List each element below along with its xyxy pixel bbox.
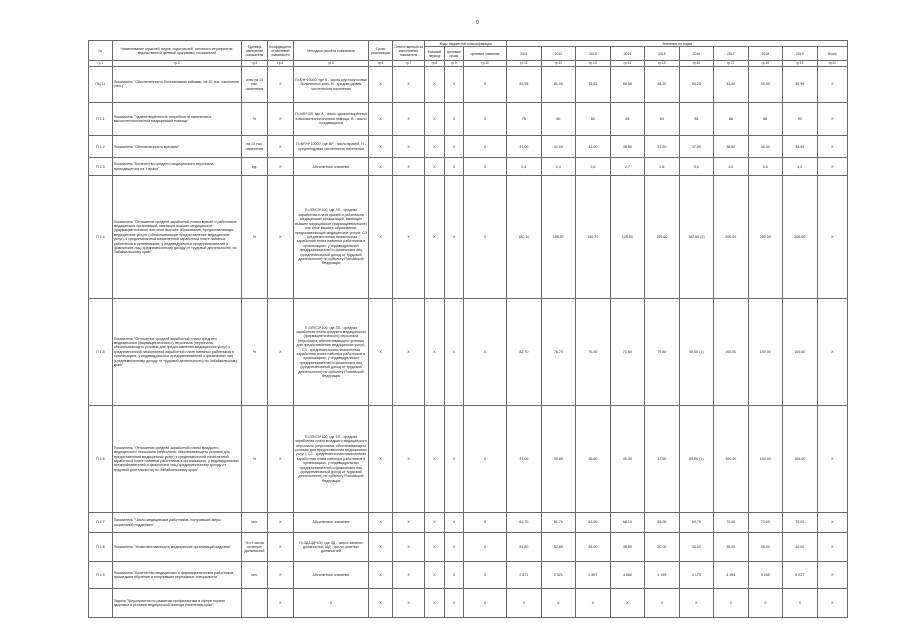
row-year-value: 2,4 [507,158,541,176]
row-code: П 1.8 [89,533,113,562]
row-year-value: 200,00 [783,176,817,299]
row-resp: X [392,588,424,617]
row-resp: X [392,158,424,176]
row-year-value: 100,00 [714,406,748,513]
row-year-value: 159,60 [645,176,679,299]
row-year-value: 79,80 [645,298,679,405]
row-resp: X [392,136,424,158]
row-name: Показатель "Отношение средней заработной платы среднего медицинского (фармацевтического) персонала (персонала, обеспечивающего условия для предоставления медицинских услуг) к среднемесячной начисленной заработной плате наёмных работников в организациях, у индивидуальных предпринимателей и физических лиц (среднемесячному доходу от трудовой деятельности) по Забайкальскому краю" [112,298,241,405]
row-year-value: 30,00 [645,533,679,562]
row-year-value: 76,70 [541,298,575,405]
row-unit: % [242,298,268,405]
row-year-value: 43,60 [714,67,748,103]
row-method: П=ЗП/СЗ*100, где ЗП - средняя заработная плата среднего медицинского (фармацевтического) персонала (персонала, обеспечивающего условия для предоставления медицинских услуг); СЗ - среднемесячная начисленная заработная плата наёмных работников в организациях, у индивидуальных предпринимателей и физических лиц (среднемесячный доход от трудовой деятельности) по субъекту Российской Федерации [293,298,368,405]
row-coef: X [267,513,293,533]
row-year-value: X [748,588,782,617]
row-year-value: 2 897 [576,562,610,589]
row-c10: X [464,562,507,589]
row-year-value: 82,70 [507,298,541,405]
row-total: X [817,513,847,533]
row-c8: X [425,136,444,158]
row-year-value: 180,10 [507,176,541,299]
row-year-value: 69,70 [679,513,713,533]
row-code: П 1.5 [89,298,113,405]
row-year-value: 75 [507,102,541,135]
row-year-value: 42,00 [576,136,610,158]
row-c10: X [464,298,507,405]
row-coef: X [267,176,293,299]
row-total: X [817,136,847,158]
column-number: гр.17 [714,61,748,67]
row-period: X [369,176,393,299]
row-year-value: X [576,588,610,617]
column-number: гр.6 [369,61,393,67]
row-unit: % [242,406,268,513]
row-code: П 1.6 [89,406,113,513]
row-year-value: 86 [714,102,748,135]
row-c8: X [425,513,444,533]
row-year-value: 41,00 [507,136,541,158]
row-year-value: 82 [576,102,610,135]
row-period: X [369,533,393,562]
table-row [89,562,848,589]
row-year-value: 2,7 [610,158,644,176]
column-number: гр.14 [610,61,644,67]
row-resp: X [392,102,424,135]
row-year-value: 4 082 [610,562,644,589]
row-year-value: 182,00 (1) [679,176,713,299]
row-method: П=ЗД/ШД*100, где ЗД - число занятых должностей, ШД - число штатных должностей [293,533,368,562]
row-year-value: 63,50 [576,513,610,533]
row-name: Показатель "Удовлетворённость потребности населения в высокотехнологичной медицинской помощи" [112,102,241,135]
row-year-value: 51,80 [507,533,541,562]
row-c8: X [425,102,444,135]
header-year: 2016 [679,47,713,61]
row-unit: коек на 10 тыс. населения [242,67,268,103]
column-number: гр.20 [817,61,847,67]
row-total: X [817,102,847,135]
row-c9: X [444,533,463,562]
row-method: X [293,588,368,617]
table-row [89,67,848,103]
row-resp: X [392,513,424,533]
row-c10: X [464,136,507,158]
row-year-value: 100,00 [748,298,782,405]
row-year-value: 90,00 (1) [679,298,713,405]
table-body [89,67,848,618]
row-resp: X [392,406,424,513]
row-c8: X [425,158,444,176]
header-coef: Коэффициент отраслевой значимости [267,41,293,61]
row-year-value: 37,00 [507,406,541,513]
row-total: X [817,406,847,513]
row-year-value: 100,00 [783,406,817,513]
header-period2: Целевые сроки [444,47,463,61]
column-number: гр.18 [748,61,782,67]
row-year-value: 38,99 [783,136,817,158]
column-number: гр.10 [464,61,507,67]
row-c10: X [464,102,507,135]
row-year-value: 71,60 [610,298,644,405]
row-year-value: 83,95 [507,67,541,103]
row-year-value: 200,00 [748,176,782,299]
row-c8: X [425,67,444,103]
row-year-value: 159,70 [576,176,610,299]
row-year-value: X [610,588,644,617]
header-year: 2013 [576,47,610,61]
row-code: П 1.2 [89,136,113,158]
row-period: X [369,513,393,533]
row-year-value: 85 [610,102,644,135]
row-c10: X [464,158,507,176]
row-period: X [369,406,393,513]
row-method: П=ЗП/СЗ*100, где ЗП - средняя заработная плата младшего медицинского персонала (персонала, обеспечивающего условия для предоставления медицинских услуг); СЗ - среднемесячная начисленная заработная плата наёмных работников в организациях, у индивидуальных предпринимателей и физических лиц (среднемесячный доход от трудовой деятельности) по субъекту Российской Федерации [293,406,368,513]
row-year-value: 37,20 [645,136,679,158]
table-row [89,533,848,562]
row-coef: X [267,67,293,103]
row-code: П 1.7 [89,513,113,533]
row-year-value: X [783,588,817,617]
row-unit: % [242,176,268,299]
header-unit: Единица измерения показателя [242,41,268,61]
row-c9: X [444,158,463,176]
row-year-value: 65,00 [645,513,679,533]
row-year-value: 47,50 [645,406,679,513]
row-c8: X [425,176,444,299]
row-year-value: 38,60 [714,136,748,158]
row-period: X [369,136,393,158]
column-number: гр.12 [541,61,575,67]
row-unit [242,588,268,617]
column-number: гр.7 [392,61,424,67]
row-unit: чел. [242,513,268,533]
row-year-value: 61,70 [541,513,575,533]
row-year-value: 40,00 [783,533,817,562]
row-year-value: 80,00 (1) [679,406,713,513]
row-name: Задача "Мероприятия по развитию профилактики в сфере охраны здоровья и условия медицинской помощи населению края" [112,588,241,617]
header-num: № [89,41,113,61]
row-name: Показатель "Количество среднего медицинского персонала, приходящегося на 1 врача" [112,158,241,176]
row-code: П 1.9 [89,562,113,589]
row-year-value: 70,00 [748,513,782,533]
row-method: Абсолютное значение [293,562,368,589]
row-year-value: 81,05 [541,67,575,103]
row-c10: X [464,406,507,513]
row-resp: X [392,176,424,299]
header-method: Методика расчёта показателя [293,41,368,61]
row-total: X [817,298,847,405]
header-resp: Ответственный за выполнение показателя [392,41,424,61]
row-total: X [817,533,847,562]
indicators-table [88,40,848,618]
row-c9: X [444,562,463,589]
row-year-value: 41,60 [541,136,575,158]
header-years-group: Значения по годам [507,41,848,47]
row-year-value: 4 159 [645,562,679,589]
table-row [89,298,848,405]
row-coef: X [267,158,293,176]
row-year-value: 88 [748,102,782,135]
row-coef: X [267,588,293,617]
row-year-value: X [541,588,575,617]
row-year-value: 4 173 [679,562,713,589]
table-row [89,158,848,176]
row-year-value: 30,99 [783,67,817,103]
row-period: X [369,588,393,617]
header-year: 2015 [645,47,679,61]
row-name: Показатель "Укомплектованность медицинских организаций кадрами" [112,533,241,562]
header-period: Сроки реализации [369,41,393,61]
row-method: П=A/B*100, где A - число удовлетворённых в высокотехнологичной помощи, B - число нуждающихся [293,102,368,135]
column-number: гр.11 [507,61,541,67]
row-year-value: 5 245 [748,562,782,589]
row-name: Показатель "Обеспеченность больничными койками, на 10 тыс. населения (чел.)" [112,67,241,103]
row-resp: X [392,298,424,405]
row-c9: X [444,298,463,405]
row-year-value: 32,00 [679,533,713,562]
row-year-value: X [714,588,748,617]
row-year-value: 2,8 [645,158,679,176]
row-total: X [817,158,847,176]
row-total: X [817,562,847,589]
row-resp: X [392,562,424,589]
row-year-value: 37,90 [679,136,713,158]
row-coef: X [267,406,293,513]
table-row [89,136,848,158]
row-name: Показатель "Обеспеченность врачами" [112,136,241,158]
row-year-value: 4 194 [714,562,748,589]
row-c9: X [444,513,463,533]
row-resp: X [392,67,424,103]
row-code: П 1.1 [89,102,113,135]
row-coef: X [267,136,293,158]
header-year: 2019 [783,47,817,61]
row-c10: X [464,513,507,533]
row-year-value: 58,20 [645,67,679,103]
row-method: П=ЗП/СЗ*100, где ЗП - средняя заработная плата врачей и работников медицинских организаций, имеющих высшее медицинское (фармацевтическое) или иное высшее образование, предоставляющих медицинские услуги; СЗ - среднемесячная начисленная заработная плата наёмных работников в организациях, у индивидуальных предпринимателей и физических лиц (среднемесячный доход от трудовой деятельности) по субъекту Российской Федерации [293,176,368,299]
header-year: 2018 [748,47,782,61]
row-coef: X [267,102,293,135]
row-year-value: 35,00 [714,533,748,562]
header-base: Базовый период [425,47,444,61]
row-year-value: 78,62 [576,67,610,103]
row-year-value: 100,00 [748,406,782,513]
row-c10: X [464,67,507,103]
row-code: П 1.3 [89,158,113,176]
row-year-value: 35,80 [576,406,610,513]
row-total: X [817,588,847,617]
row-period: X [369,102,393,135]
row-period: X [369,562,393,589]
row-year-value: 125,00 [610,176,644,299]
row-c9: X [444,136,463,158]
row-year-value: 159,57 [541,176,575,299]
row-year-value: 100,00 [783,298,817,405]
row-unit: % [242,102,268,135]
row-c8: X [425,533,444,562]
table-row [89,102,848,135]
row-year-value: 35,90 [748,67,782,103]
row-c9: X [444,176,463,299]
row-year-value: 52,80 [541,533,575,562]
row-year-value: 5 227 [783,562,817,589]
row-name: Показатель "Отношение средней заработной платы врачей и работников медицинских организаций, имеющих высшее медицинское (фармацевтическое) или иное высшее образование, предоставляющих медицинские услуги (обеспечивающих предоставление медицинских услуг), к среднемесячной начисленной заработной плате наёмных работников в организациях, у индивидуальных предпринимателей и физических лиц (среднемесячному доходу от трудовой деятельности) по Забайкальскому краю" [112,176,241,299]
column-number: гр.13 [576,61,610,67]
row-unit: ед. [242,158,268,176]
header-name: Наименование отраслей, видов, подотраслей, основного мероприятия, ведомственной целевой программы, показателей [112,41,241,61]
header-year: 2011 [507,47,541,61]
column-number: гр.8 [425,61,444,67]
column-number: гр.19 [783,61,817,67]
row-year-value: 90 [783,102,817,135]
header-year: 2014 [610,47,644,61]
row-c9: X [444,67,463,103]
row-total: X [817,176,847,299]
row-year-value: 80 [541,102,575,135]
row-period: X [369,298,393,405]
row-year-value: 40,30 [748,136,782,158]
row-year-value: 3,0 [783,158,817,176]
row-method: П=ВР/Н*10000, где ВР - число врачей, Н - среднегодовая численность населения [293,136,368,158]
header-group: Коды бюджетной классификации [425,41,507,47]
header-total: Итого [817,47,847,61]
page-number: 9 [476,20,479,26]
row-year-value: X [507,588,541,617]
row-name: Показатель "Количество медицинских и фармацевтических работников, прошедших обучение и получивших сертификат специалиста" [112,562,241,589]
table-row [89,406,848,513]
table-row [89,588,848,617]
row-unit: чел. [242,562,268,589]
row-year-value: 2,4 [541,158,575,176]
row-year-value: X [679,588,713,617]
row-c9: X [444,102,463,135]
row-year-value: 2 321 [541,562,575,589]
row-c9: X [444,588,463,617]
row-c8: X [425,298,444,405]
column-number: гр.2 [112,61,241,67]
row-year-value: 54,00 [576,533,610,562]
column-number: гр.15 [645,61,679,67]
row-year-value: 3,0 [679,158,713,176]
column-number: гр.3 [242,61,268,67]
row-year-value: 100,00 [714,298,748,405]
row-year-value: X [645,588,679,617]
row-method: Абсолютное значение [293,158,368,176]
row-coef: X [267,298,293,405]
row-unit: на 10 тыс. населения [242,136,268,158]
row-name: Показатель "Число медицинских работников, получивших меры социальной поддержки" [112,513,241,533]
row-year-value: 70,00 [714,513,748,533]
row-coef: X [267,562,293,589]
row-period: X [369,158,393,176]
column-number: гр.5 [293,61,368,67]
row-year-value: 3,0 [714,158,748,176]
row-period: X [369,67,393,103]
row-year-value: 70,00 [783,513,817,533]
row-year-value: 38,00 [748,533,782,562]
row-c8: X [425,406,444,513]
table-row [89,513,848,533]
row-unit: % от числа штатных должностей [242,533,268,562]
row-year-value: 38,50 [610,136,644,158]
row-year-value: 54,20 [679,67,713,103]
row-year-value: 76,30 [576,298,610,405]
row-year-value: 2 871 [507,562,541,589]
row-c10: X [464,176,507,299]
column-number: гр.4 [267,61,293,67]
column-number: гр.1 [89,61,113,67]
row-resp: X [392,533,424,562]
row-name: Показатель "Отношение средней заработной платы младшего медицинского персонала (персонала, обеспечивающего условия для предоставления медицинских услуг) к среднемесячной начисленной заработной плате наёмных работников в организациях, у индивидуальных предпринимателей и физических лиц (среднемесячному доходу от трудовой деятельности) по Забайкальскому краю" [112,406,241,513]
row-year-value: 68,58 [610,67,644,103]
table-row [89,176,848,299]
column-number: гр.16 [679,61,713,67]
row-year-value: 68,10 [610,513,644,533]
row-method: П=К/Н*10000; где К - число круглосуточных больничных коек, Н - среднегодовая численность населения [293,67,368,103]
row-c8: X [425,588,444,617]
row-year-value: 85 [679,102,713,135]
row-year-value: 2,6 [576,158,610,176]
row-c9: X [444,406,463,513]
row-c10: X [464,588,507,617]
row-c8: X [425,562,444,589]
row-coef: X [267,533,293,562]
row-year-value: 30,80 [541,406,575,513]
header-year: 2017 [714,47,748,61]
row-method: Абсолютное значение [293,513,368,533]
row-year-value: 45,30 [610,406,644,513]
row-code: П 1.4 [89,176,113,299]
row-year-value: 61,70 [507,513,541,533]
row-year-value: 36,00 [610,533,644,562]
row-total: X [817,67,847,103]
row-code: ПЦ 11 [89,67,113,103]
row-c10: X [464,533,507,562]
header-year: 2012 [541,47,575,61]
column-number: гр.9 [444,61,463,67]
row-year-value: 3,0 [748,158,782,176]
row-code [89,588,113,617]
row-year-value: 84 [645,102,679,135]
header-target: Целевое значение [464,47,507,61]
row-year-value: 200,00 [714,176,748,299]
